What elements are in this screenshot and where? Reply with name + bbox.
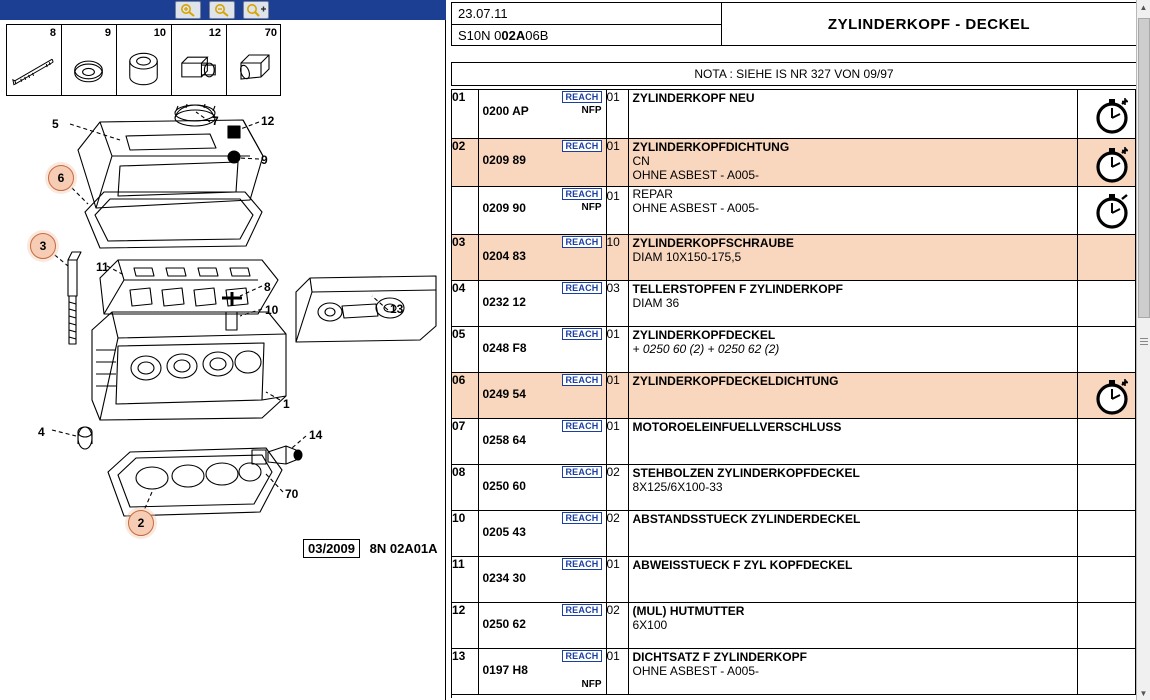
row-position: 02 <box>452 138 478 186</box>
reach-badge: REACH <box>562 140 601 152</box>
row-position: 01 <box>452 90 478 138</box>
row-description <box>628 90 1078 138</box>
row-icon-cell <box>1078 234 1136 280</box>
row-icon-cell <box>1078 510 1136 556</box>
row-description <box>628 372 1078 418</box>
zoom-fit-icon[interactable] <box>243 1 269 19</box>
page-title: ZYLINDERKOPF - DECKEL <box>827 15 1031 33</box>
table-row[interactable] <box>452 186 1136 234</box>
reach-badge: REACH <box>562 328 601 340</box>
row-icon-cell <box>1078 326 1136 372</box>
row-description-title: ABWEISSTUECK F ZYL KOPFDECKEL <box>632 557 853 572</box>
part-thumbnail-strip <box>6 24 281 96</box>
row-quantity: 01 <box>606 186 628 234</box>
row-description-title: STEHBOLZEN ZYLINDERKOPFDECKEL <box>632 465 860 480</box>
stopwatch-icon <box>1092 191 1132 231</box>
table-row[interactable] <box>452 326 1136 372</box>
row-icon-cell <box>1078 602 1136 648</box>
row-quantity: 01 <box>606 372 628 418</box>
thumbnail-number: 70 <box>264 27 277 39</box>
row-position: 04 <box>452 280 478 326</box>
row-description <box>628 556 1078 602</box>
row-quantity: 01 <box>606 556 628 602</box>
reach-badge: REACH <box>562 558 601 570</box>
row-description-title: ZYLINDERKOPF NEU <box>632 91 755 105</box>
row-icon-cell <box>1078 556 1136 602</box>
reach-badge: REACH <box>562 466 601 478</box>
row-reference-cell <box>478 186 606 234</box>
row-description-sub: OHNE ASBEST - A005- <box>632 200 759 215</box>
row-description-sub: OHNE ASBEST - A005- <box>632 167 759 182</box>
exploded-view-drawing <box>0 100 446 575</box>
row-description <box>628 234 1078 280</box>
parts-table <box>452 90 1136 695</box>
row-reference-cell <box>478 418 606 464</box>
row-reference: 0232 12 <box>482 294 526 309</box>
row-description-title: ZYLINDERKOPFDICHTUNG <box>632 139 790 154</box>
drawing-code: 8N 02A01A <box>369 541 438 556</box>
table-row[interactable] <box>452 372 1136 418</box>
reach-badge: REACH <box>562 604 601 616</box>
reach-badge: REACH <box>562 91 601 103</box>
header-reference: S10N 0 02A 06B <box>458 28 549 43</box>
row-position: 13 <box>452 648 478 694</box>
label-10: 10 <box>265 303 279 317</box>
stopwatch-icon <box>1092 96 1132 136</box>
drawing-footer <box>303 541 438 556</box>
table-row[interactable] <box>452 602 1136 648</box>
row-quantity: 02 <box>606 510 628 556</box>
table-row[interactable] <box>452 510 1136 556</box>
label-70: 70 <box>285 487 299 501</box>
row-icon-cell <box>1078 90 1136 138</box>
row-quantity: 01 <box>606 90 628 138</box>
row-position: 05 <box>452 326 478 372</box>
vertical-scrollbar[interactable] <box>1136 0 1150 700</box>
row-quantity: 02 <box>606 464 628 510</box>
row-position: 12 <box>452 602 478 648</box>
label-13: 13 <box>390 302 404 316</box>
illustration-panel <box>0 0 446 700</box>
row-position: 06 <box>452 372 478 418</box>
row-position: 10 <box>452 510 478 556</box>
row-reference: 0209 89 <box>482 152 526 167</box>
row-reference: 0249 54 <box>482 386 526 401</box>
thumbnail-number: 10 <box>153 27 166 39</box>
row-description-title: ABSTANDSSTUECK ZYLINDERDECKEL <box>632 511 861 526</box>
row-description <box>628 138 1078 186</box>
row-description-sub: 8X125/6X100-33 <box>632 479 723 494</box>
row-reference-cell <box>478 464 606 510</box>
plug-icon <box>227 43 282 95</box>
reach-badge: REACH <box>562 512 601 524</box>
cap-nut-icon <box>172 43 226 95</box>
row-position: 08 <box>452 464 478 510</box>
row-reference-cell <box>478 90 606 138</box>
label-4: 4 <box>38 425 45 439</box>
table-row[interactable] <box>452 648 1136 694</box>
row-description-sub: DIAM 36 <box>632 295 680 310</box>
nfp-badge: NFP <box>581 678 602 690</box>
row-reference: 0200 AP <box>482 104 529 118</box>
row-description-title: DICHTSATZ F ZYLINDERKOPF <box>632 649 807 664</box>
row-description-title: ZYLINDERKOPFDECKEL <box>632 327 776 342</box>
thumbnail-number: 12 <box>208 27 221 39</box>
row-description <box>628 464 1078 510</box>
nota-bar: NOTA : SIEHE IS NR 327 VON 09/97 <box>451 62 1137 86</box>
scroll-down-icon[interactable]: ▼ <box>1139 688 1148 698</box>
row-description-sub: REPAR <box>632 186 673 201</box>
label-7: 7 <box>212 114 219 128</box>
row-reference: 0250 62 <box>482 616 526 631</box>
parts-table-container[interactable] <box>451 89 1137 698</box>
scroll-up-icon[interactable]: ▲ <box>1139 2 1148 12</box>
row-reference-cell <box>478 280 606 326</box>
zoom-out-icon[interactable] <box>209 1 235 19</box>
spacer-sleeve-icon <box>117 43 171 95</box>
row-icon-cell <box>1078 418 1136 464</box>
label-1: 1 <box>283 397 290 411</box>
washer-icon <box>62 43 116 95</box>
row-quantity: 01 <box>606 326 628 372</box>
row-icon-cell <box>1078 280 1136 326</box>
reach-badge: REACH <box>562 282 601 294</box>
stud-bolt-icon <box>7 43 61 95</box>
catalog-header <box>451 2 1137 46</box>
thumbnail-cell[interactable] <box>227 25 282 95</box>
thumbnail-number: 9 <box>104 27 111 39</box>
label-12: 12 <box>261 114 275 128</box>
label-11: 11 <box>96 260 109 274</box>
row-reference: 0209 90 <box>482 200 526 215</box>
row-icon-cell <box>1078 648 1136 694</box>
thumbnail-cell[interactable] <box>172 25 227 95</box>
nfp-badge: NFP <box>581 105 602 116</box>
thumbnail-cell[interactable] <box>7 25 62 95</box>
row-reference-cell <box>478 602 606 648</box>
row-reference: 0234 30 <box>482 570 526 585</box>
table-row[interactable] <box>452 234 1136 280</box>
row-reference-cell <box>478 372 606 418</box>
row-description-title: MOTOROELEINFUELLVERSCHLUSS <box>632 419 842 434</box>
row-icon-cell <box>1078 372 1136 418</box>
reach-badge: REACH <box>562 236 601 248</box>
row-reference: 0197 H8 <box>482 662 528 677</box>
reach-badge: REACH <box>562 650 601 662</box>
parts-list-panel <box>447 0 1150 700</box>
label-14: 14 <box>309 428 323 442</box>
row-quantity: 01 <box>606 418 628 464</box>
thumbnail-cell[interactable] <box>117 25 172 95</box>
row-description <box>628 418 1078 464</box>
row-reference-cell <box>478 510 606 556</box>
row-description-sub: 6X100 <box>632 617 668 632</box>
row-icon-cell <box>1078 138 1136 186</box>
row-icon-cell <box>1078 186 1136 234</box>
reach-badge: REACH <box>562 374 601 386</box>
row-description <box>628 602 1078 648</box>
row-description-sub: OHNE ASBEST - A005- <box>632 663 759 678</box>
row-quantity: 10 <box>606 234 628 280</box>
row-description <box>628 280 1078 326</box>
header-date: 23.07.11 <box>452 3 721 25</box>
row-reference-cell <box>478 648 606 694</box>
row-description-title: (MUL) HUTMUTTER <box>632 603 745 618</box>
row-reference: 0205 43 <box>482 524 526 539</box>
zoom-toolbar <box>0 0 446 20</box>
row-quantity: 01 <box>606 138 628 186</box>
row-quantity: 02 <box>606 602 628 648</box>
table-row[interactable] <box>452 418 1136 464</box>
row-description <box>628 186 1078 234</box>
drawing-date: 03/2009 <box>303 539 360 558</box>
thumbnail-number: 8 <box>49 27 56 39</box>
reach-badge: REACH <box>562 188 601 200</box>
reach-badge: REACH <box>562 420 601 432</box>
label-9: 9 <box>261 153 268 167</box>
stopwatch-icon <box>1092 377 1132 417</box>
label-8: 8 <box>264 280 271 294</box>
row-description <box>628 648 1078 694</box>
row-description <box>628 510 1078 556</box>
table-row[interactable] <box>452 138 1136 186</box>
row-description-title: TELLERSTOPFEN F ZYLINDERKOPF <box>632 281 843 296</box>
row-reference: 0250 60 <box>482 478 526 493</box>
row-quantity: 03 <box>606 280 628 326</box>
row-reference-cell <box>478 234 606 280</box>
row-quantity: 01 <box>606 648 628 694</box>
row-position: 03 <box>452 234 478 280</box>
row-reference: 0248 F8 <box>482 340 527 355</box>
thumbnail-cell[interactable] <box>62 25 117 95</box>
row-reference-cell <box>478 138 606 186</box>
table-row[interactable] <box>452 556 1136 602</box>
scrollbar-grip-icon <box>1140 338 1148 348</box>
row-description <box>628 326 1078 372</box>
row-description-sub: CN <box>632 153 650 168</box>
row-reference-cell <box>478 556 606 602</box>
callout-bubble-6[interactable]: 6 <box>48 165 74 191</box>
nfp-badge: NFP <box>581 201 602 213</box>
row-description-title: ZYLINDERKOPFSCHRAUBE <box>632 235 794 250</box>
callout-bubble-2[interactable]: 2 <box>128 510 154 536</box>
table-row[interactable] <box>452 280 1136 326</box>
row-description-title: ZYLINDERKOPFDECKELDICHTUNG <box>632 373 839 388</box>
row-reference: 0204 83 <box>482 248 526 263</box>
scrollbar-thumb[interactable] <box>1138 18 1150 318</box>
table-row[interactable] <box>452 90 1136 138</box>
row-icon-cell <box>1078 464 1136 510</box>
zoom-in-icon[interactable] <box>175 1 201 19</box>
callout-bubble-3[interactable]: 3 <box>30 233 56 259</box>
row-reference-cell <box>478 326 606 372</box>
row-description-sub: + 0250 60 (2) + 0250 62 (2) <box>632 341 780 356</box>
table-row[interactable] <box>452 464 1136 510</box>
row-position: 07 <box>452 418 478 464</box>
row-reference: 0258 64 <box>482 432 526 447</box>
row-description-sub: DIAM 10X150-175,5 <box>632 249 742 264</box>
row-position: 11 <box>452 556 478 602</box>
label-5: 5 <box>52 117 59 131</box>
row-position <box>452 186 478 234</box>
stopwatch-icon <box>1092 145 1132 185</box>
